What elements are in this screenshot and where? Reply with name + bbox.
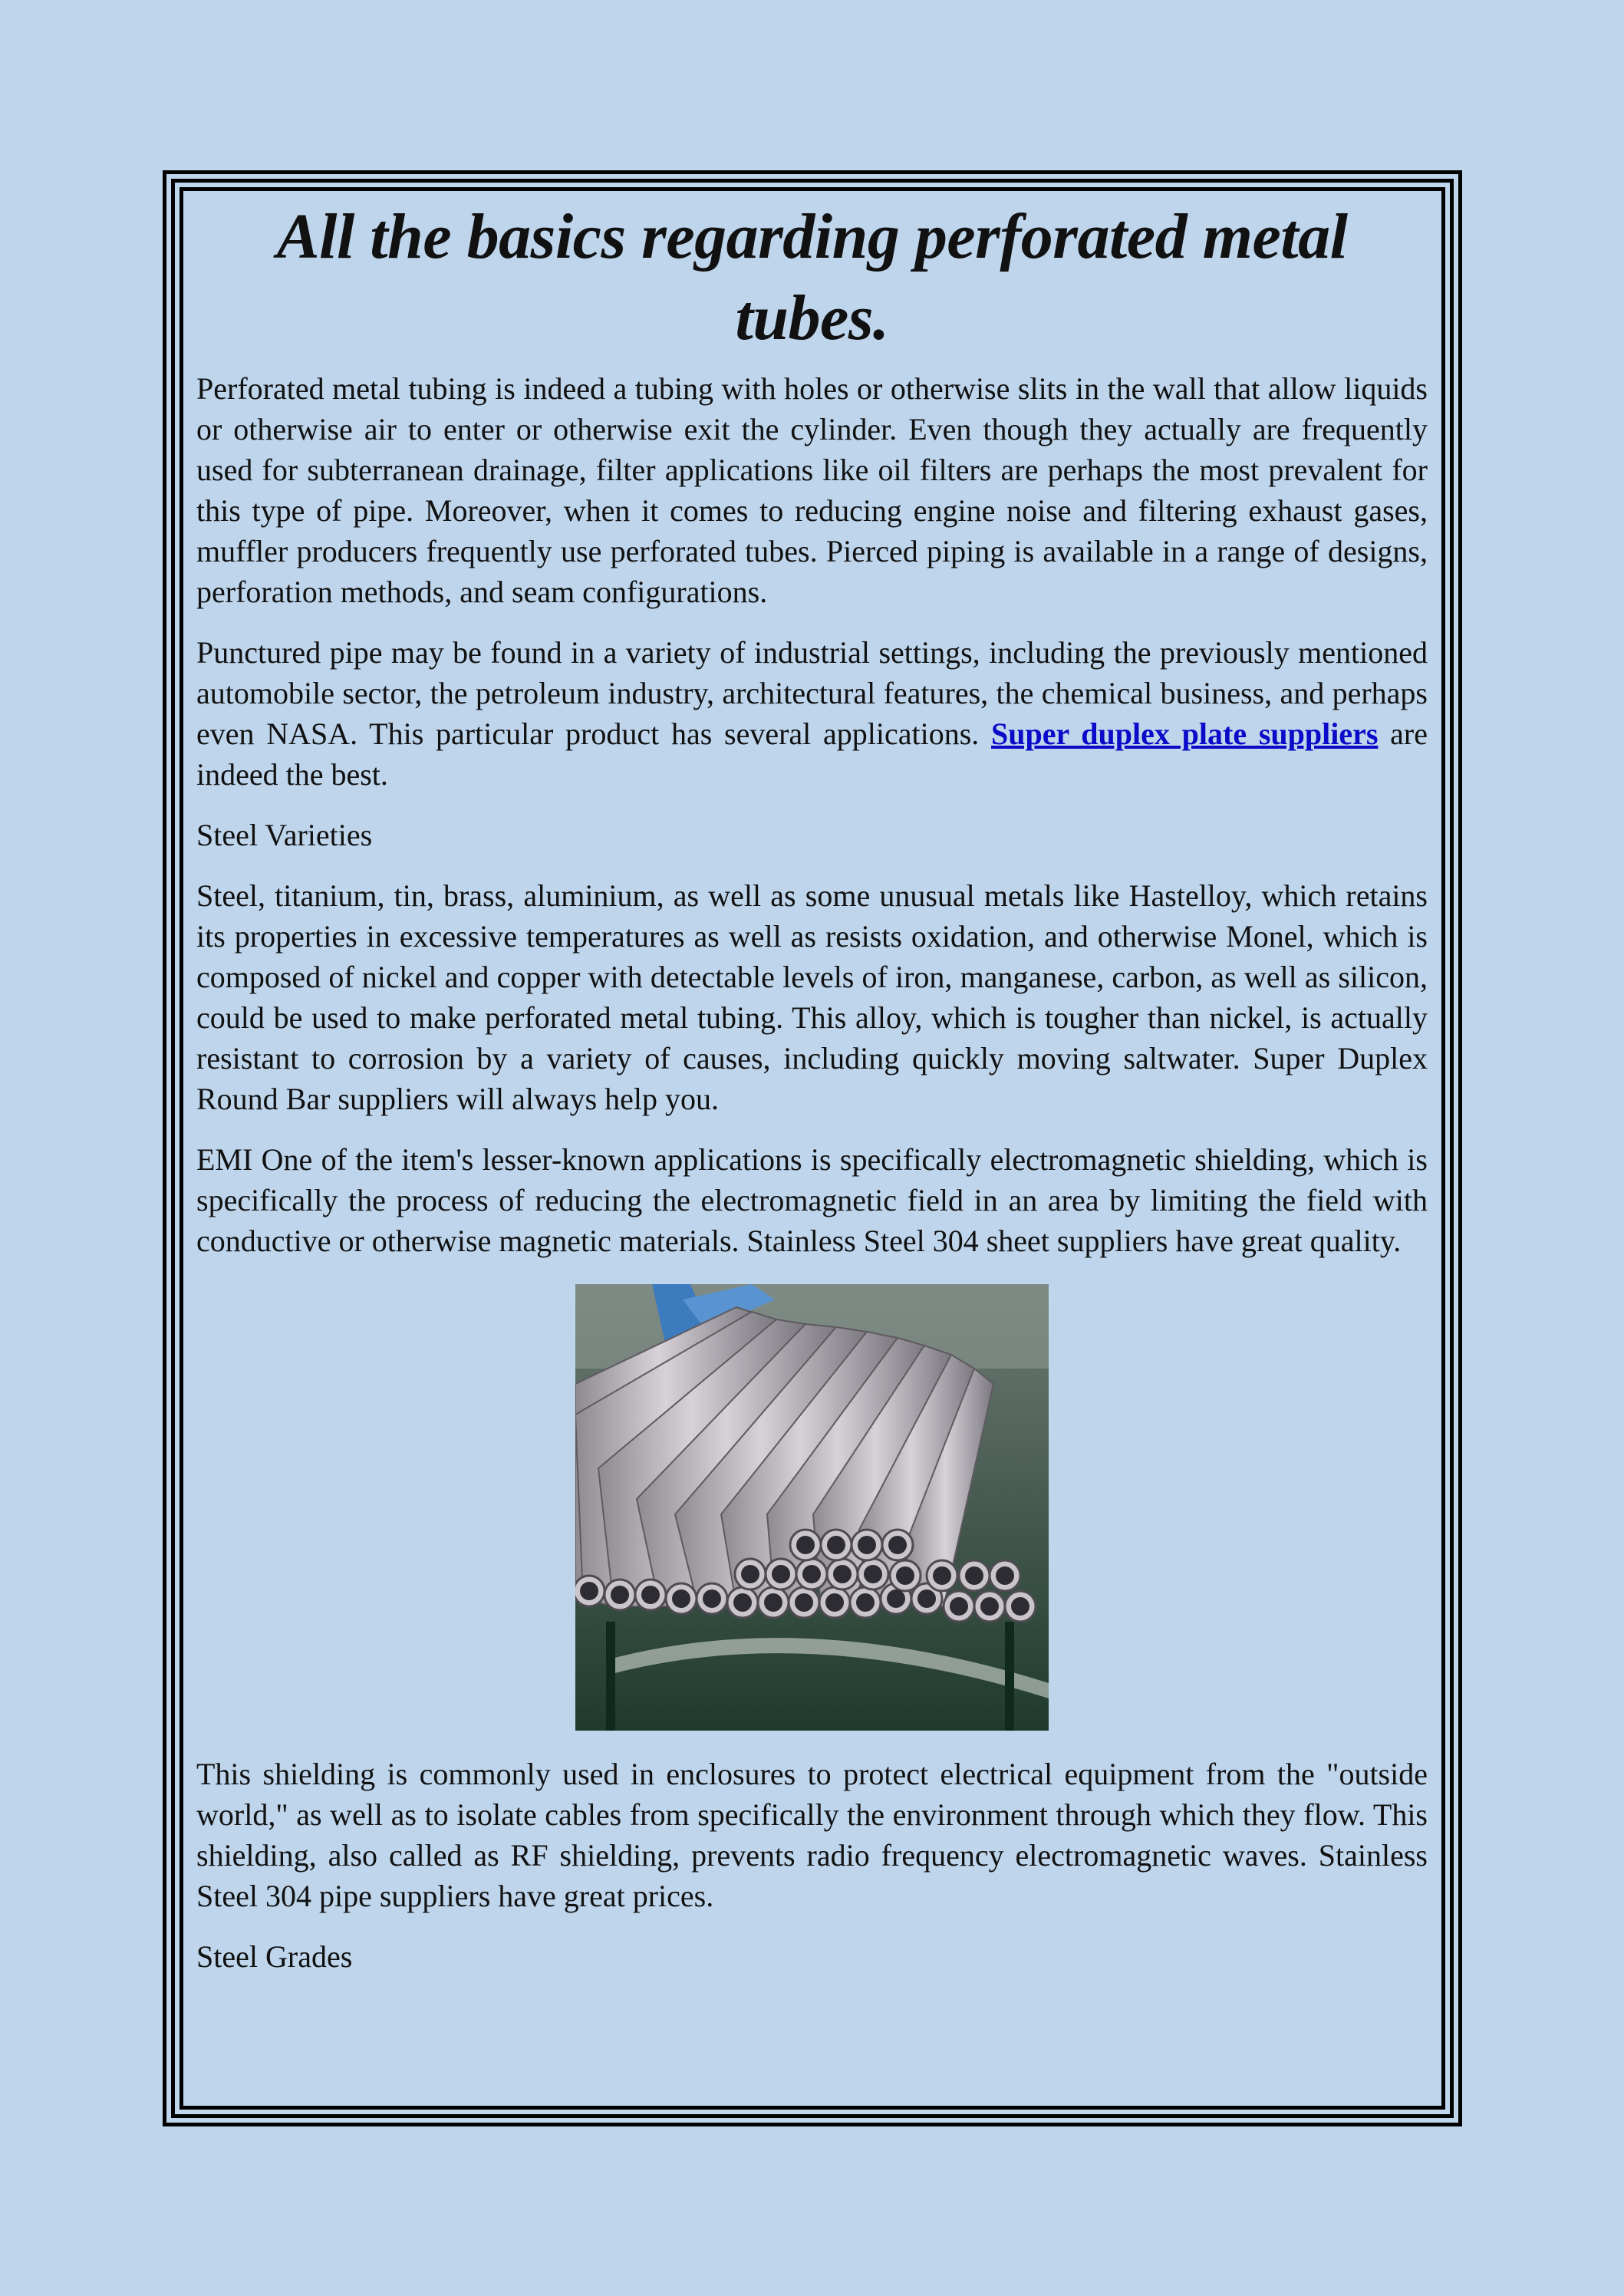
super-duplex-plate-link[interactable]: Super duplex plate suppliers — [991, 716, 1379, 751]
document-title: All the basics regarding perforated metal tubes. — [276, 201, 1348, 354]
paragraph-metals: Steel, titanium, tin, brass, aluminium, as well as some unusual metals like Hastelloy, which retains its properties in excessive temperatures as well as resists oxidation, and otherwise Monel, which is composed of nickel and copper with detectable levels of iron, manganese, carbon, as well as silicon, could be used to make perforated metal tubing. This alloy, which is tougher than nickel, is actually resistant to corrosion by a variety of causes, including quickly moving saltwater. Super Duplex Round Bar suppliers will always help you. — [196, 878, 1428, 1116]
document-body — [196, 196, 1428, 1977]
steel-pipes-photo — [575, 1284, 1049, 1731]
paragraph-applications-text: Punctured pipe may be found in a variety of industrial settings, including the previously mentioned automobile sector, the petroleum industry, architectural features, the chemical business, and perhaps even NASA. This particular product has several applications. — [196, 635, 1428, 751]
paragraph-applications — [196, 632, 1428, 795]
paragraph-applications-tail: are indeed the best. — [196, 716, 1428, 792]
heading-steel-grades: Steel Grades — [196, 1939, 353, 1974]
paragraph-emi: EMI One of the item's lesser-known applications is specifically electromagnetic shielding, which is specifically the process of reducing the electromagnetic field in an area by limiting the field with conductive or otherwise magnetic materials. Stainless Steel 304 sheet suppliers have great quality. — [196, 1142, 1428, 1258]
paragraph-intro: Perforated metal tubing is indeed a tubing with holes or otherwise slits in the wall that allow liquids or otherwise air to enter or otherwise exit the cylinder. Even though they actually are frequently used for subterranean drainage, filter applications like oil filters are perhaps the most prevalent for this type of pipe. Moreover, when it comes to reducing engine noise and filtering exhaust gases, muffler producers frequently use perforated tubes. Pierced piping is available in a range of designs, perforation methods, and seam configurations. — [196, 371, 1428, 609]
heading-steel-varieties: Steel Varieties — [196, 818, 373, 852]
paragraph-shielding: This shielding is commonly used in enclosures to protect electrical equipment from the "outside world," as well as to isolate cables from specifically the environment through which they flow. This shielding, also called as RF shielding, prevents radio frequency electromagnetic waves. Stainless Steel 304 pipe suppliers have great prices. — [196, 1757, 1428, 1913]
